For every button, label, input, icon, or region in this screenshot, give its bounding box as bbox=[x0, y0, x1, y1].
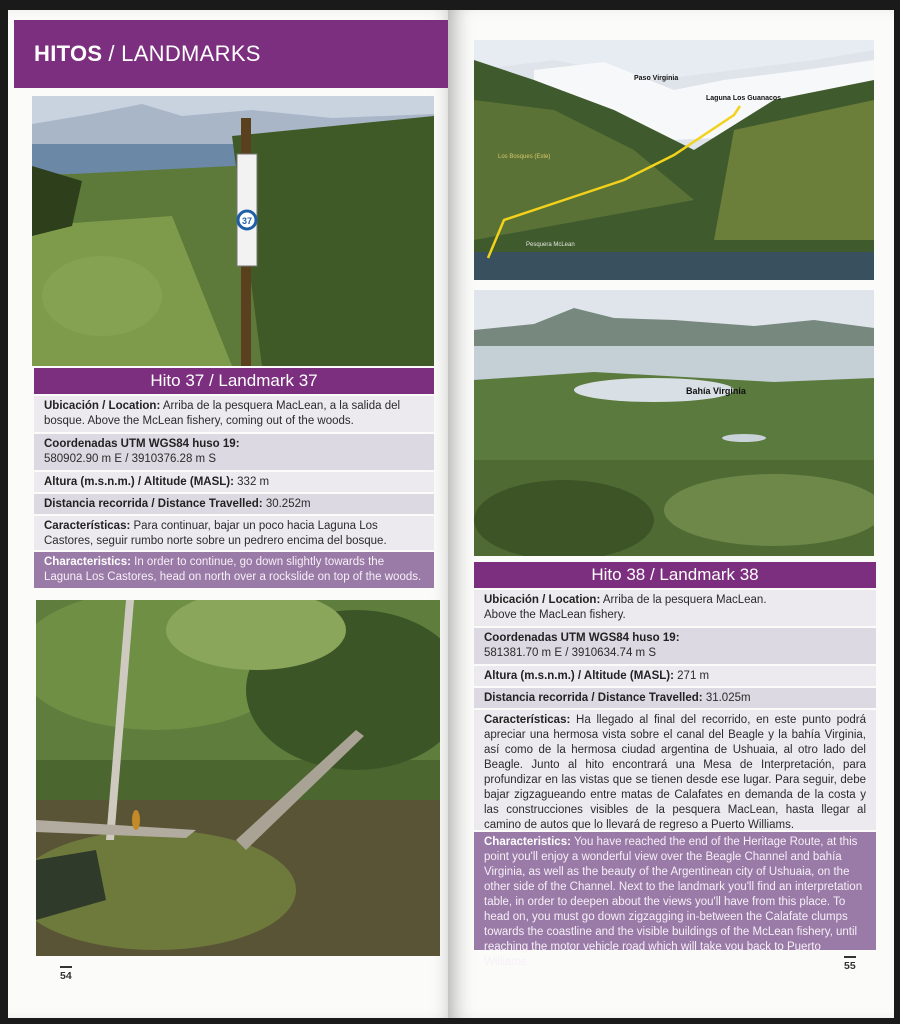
bahia-photo bbox=[474, 290, 874, 556]
altitude-value: 332 m bbox=[237, 476, 270, 488]
location-en: Above the McLean fishery, coming out of the woods. bbox=[87, 415, 354, 427]
altitude-label: Altura (m.s.n.m.) / Altitude (MASL): bbox=[484, 670, 674, 682]
landmark-38-location bbox=[474, 590, 876, 626]
page-number-right: 55 bbox=[844, 956, 856, 972]
altitude-value: 271 m bbox=[677, 670, 710, 682]
distance-label: Distancia recorrida / Distance Travelled: bbox=[44, 498, 263, 510]
left-page bbox=[8, 10, 458, 1018]
distance-value: 31.025m bbox=[705, 692, 751, 704]
forest-photo bbox=[36, 600, 440, 956]
coordinates-value: 580902.90 m E / 3910376.28 m S bbox=[44, 453, 216, 465]
landmark-37-title: Hito 37 / Landmark 37 bbox=[34, 368, 434, 394]
features-text-es: Para continuar, bajar un poco hacia Laguna Los Castores, seguir rumbo norte sobre un pedrero encima del bosque. bbox=[44, 520, 387, 547]
location-en: Above the MacLean fishery. bbox=[484, 609, 626, 621]
location-es: Arriba de la pesquera MacLean. bbox=[602, 594, 767, 606]
coordinates-label: Coordenadas UTM WGS84 huso 19: bbox=[484, 632, 680, 644]
landmark-37-altitude bbox=[34, 472, 434, 492]
page-number-left: 54 bbox=[60, 966, 72, 982]
landmark-37-features-en bbox=[34, 552, 434, 588]
landmark-38-title: Hito 38 / Landmark 38 bbox=[474, 562, 876, 588]
coordinates-label: Coordenadas UTM WGS84 huso 19: bbox=[44, 438, 240, 450]
landmark-37-location bbox=[34, 396, 434, 432]
header-title-bold: HITOS bbox=[34, 41, 103, 66]
post-number-label: 37 bbox=[241, 216, 253, 226]
altitude-label: Altura (m.s.n.m.) / Altitude (MASL): bbox=[44, 476, 234, 488]
map-label-paso: Paso Virginia bbox=[634, 75, 679, 82]
location-label: Ubicación / Location: bbox=[484, 594, 601, 606]
landmark-37-coordinates bbox=[34, 434, 434, 470]
characteristics-text-en: In order to continue, go down slightly towards the Laguna Los Castores, head on north over a rockslide on top of the woods. bbox=[44, 556, 422, 583]
map-label-laguna: Laguna Los Guanacos bbox=[706, 95, 782, 102]
distance-label: Distancia recorrida / Distance Travelled: bbox=[484, 692, 703, 704]
map-label-bahia: Bahía Virginia bbox=[686, 386, 746, 396]
landmark-37-distance bbox=[34, 494, 434, 514]
features-label: Características: bbox=[484, 714, 571, 726]
landmark-38-altitude bbox=[474, 666, 876, 686]
location-es: Arriba de la pesquera MacLean, a la salida del bosque. bbox=[44, 400, 401, 427]
distance-value: 30.252m bbox=[265, 498, 311, 510]
landmark-38-coordinates bbox=[474, 628, 876, 664]
characteristics-label: Characteristics: bbox=[44, 556, 131, 568]
characteristics-text-en: You have reached the end of the Heritage Route, at this point you'll enjoy a wonderful view over the Beagle Channel and bahía Virginia, as well as the beauty of the Argentinean city of Ushuaia, on the other side of the Channel. Next to the landmark you'll find an interpretation table, in order to deepen about the views you'll have from this place. To head on, you must go down zigzagging in-between the Calafate clumps towards the coastline and the visible buildings of the McLean fishery, until reaching the motor vehicle road which will take you back to Puerto Williams. bbox=[484, 836, 863, 968]
right-page bbox=[448, 10, 894, 1018]
map-label-sendero: Los Bosques (Este) bbox=[498, 154, 551, 160]
map-label-pesquera: Pesquera McLean bbox=[526, 242, 575, 248]
section-header bbox=[14, 20, 454, 88]
characteristics-label: Characteristics: bbox=[484, 836, 571, 848]
landmark-38-distance bbox=[474, 688, 876, 708]
landmark-38-features-es bbox=[474, 710, 876, 830]
landmark-37-features-es bbox=[34, 516, 434, 550]
location-label: Ubicación / Location: bbox=[44, 400, 161, 412]
landmark-37-photo bbox=[32, 96, 434, 366]
features-text-es: Ha llegado al final del recorrido, en este punto podrá apreciar una hermosa vista sobre el canal del Beagle y la bahía Virginia, así como de la hermosa ciudad argentina de Ushuaia, al otro lado del Beagle. Junto al hito encontrará una Mesa de Interpretación, para profundizar en las vistas que se tienen desde ese lugar. Para seguir, debe bajar zigzagueando entre matas de Calafates en demanda de la costa y las construcciones visibles de la pesquera MacLean, hasta llegar al camino de autos que lo llevará de regreso a Puerto Williams. bbox=[484, 714, 867, 831]
features-label: Características: bbox=[44, 520, 131, 532]
coordinates-value: 581381.70 m E / 3910634.74 m S bbox=[484, 647, 656, 659]
header-title-thin: / LANDMARKS bbox=[108, 41, 261, 66]
route-photo bbox=[474, 40, 874, 280]
